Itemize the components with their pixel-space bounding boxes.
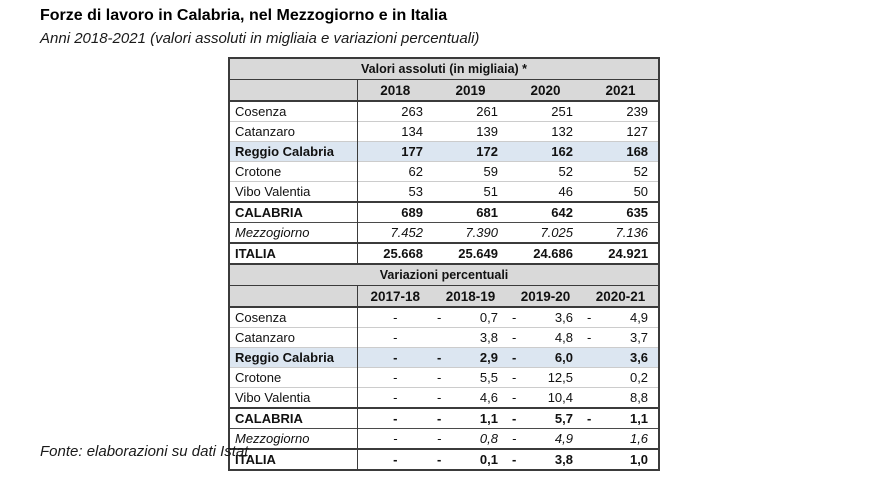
year-header-row [229, 80, 659, 102]
table-row [229, 142, 659, 162]
pct-value-cell [583, 449, 659, 470]
section-title: Valori assoluti (in migliaia) * [229, 58, 659, 80]
year-column-header: 2020 [508, 80, 583, 102]
value-cell: 139 [433, 122, 508, 142]
source-note: Fonte: elaborazioni su dati Istat [40, 443, 249, 460]
value-cell: 251 [508, 101, 583, 122]
minus-sign: - [512, 370, 517, 385]
value-cell: 51 [433, 182, 508, 203]
page-title: Forze di lavoro in Calabria, nel Mezzogiorno e in Italia [40, 7, 448, 24]
pct-value-cell [508, 368, 583, 388]
pct-cell-content [583, 350, 658, 365]
pct-value: 4,9 [629, 310, 649, 325]
pct-cell-content [508, 431, 583, 446]
table-row [229, 328, 659, 348]
pct-value-cell [508, 408, 583, 429]
period-column-header: 2018-19 [433, 286, 508, 308]
pct-value: 0,8 [479, 431, 498, 446]
pct-value: 5,5 [479, 370, 498, 385]
pct-cell-content [508, 330, 583, 345]
value-cell: 25.649 [433, 243, 508, 264]
row-label: Mezzogiorno [229, 429, 357, 450]
pct-cell-content [508, 370, 583, 385]
absolute-values-body [229, 101, 659, 264]
pct-value-cell [433, 388, 508, 409]
pct-value: 4,9 [554, 431, 573, 446]
pct-value: 0,1 [479, 452, 498, 467]
pct-value-cell [433, 368, 508, 388]
value-cell: 261 [433, 101, 508, 122]
pct-value: 4,8 [554, 330, 573, 345]
pct-value: 4,6 [479, 390, 498, 405]
row-label: Vibo Valentia [229, 388, 357, 409]
pct-cell-content [583, 370, 658, 385]
pct-value: 3,8 [554, 452, 573, 467]
row-label: Cosenza [229, 307, 357, 328]
table-row [229, 243, 659, 264]
pct-cell-content [508, 390, 583, 405]
value-cell: 681 [433, 202, 508, 223]
table-row [229, 368, 659, 388]
row-label: Catanzaro [229, 122, 357, 142]
minus-sign: - [437, 350, 442, 365]
pct-value: 3,6 [629, 350, 649, 365]
pct-value: 0,2 [629, 370, 649, 385]
pct-cell-content [583, 411, 658, 426]
table-row [229, 182, 659, 203]
pct-value-cell [508, 429, 583, 450]
pct-value-cell [583, 348, 659, 368]
pct-value: 3,6 [554, 310, 573, 325]
row-label: ITALIA [229, 449, 357, 470]
value-cell: 62 [357, 162, 433, 182]
pct-cell-content [583, 390, 658, 405]
page-subtitle: Anni 2018-2021 (valori assoluti in migliaia e variazioni percentuali) [40, 30, 480, 47]
period-column-header: 2019-20 [508, 286, 583, 308]
value-cell: 24.921 [583, 243, 659, 264]
value-cell: 172 [433, 142, 508, 162]
value-cell: 50 [583, 182, 659, 203]
pct-cell-content [433, 452, 508, 467]
pct-value: 6,0 [554, 350, 573, 365]
table-row [229, 202, 659, 223]
pct-cell-content [508, 452, 583, 467]
minus-sign: - [587, 411, 592, 426]
year-column-header: 2021 [583, 80, 659, 102]
value-cell: 52 [583, 162, 659, 182]
value-cell: 24.686 [508, 243, 583, 264]
table-row [229, 408, 659, 429]
no-data-cell: - [357, 348, 433, 368]
year-column-header: 2018 [357, 80, 433, 102]
period-header-row [229, 286, 659, 308]
pct-cell-content [583, 310, 658, 325]
pct-value-cell [583, 328, 659, 348]
minus-sign: - [437, 390, 442, 405]
table-row [229, 429, 659, 450]
table-row [229, 307, 659, 328]
minus-sign: - [512, 390, 517, 405]
pct-cell-content [583, 330, 658, 345]
minus-sign: - [587, 310, 592, 325]
no-data-cell: - [357, 449, 433, 470]
empty-corner-cell [229, 80, 357, 102]
pct-cell-content [508, 411, 583, 426]
pct-value-cell [508, 328, 583, 348]
pct-value-cell [583, 429, 659, 450]
pct-value: 0,7 [479, 310, 498, 325]
table-row [229, 223, 659, 244]
pct-cell-content [583, 431, 658, 446]
pct-value: 2,9 [479, 350, 498, 365]
value-cell: 162 [508, 142, 583, 162]
pct-cell-content [433, 330, 508, 345]
pct-value-cell [433, 348, 508, 368]
value-cell: 263 [357, 101, 433, 122]
value-cell: 7.025 [508, 223, 583, 244]
no-data-cell: - [357, 328, 433, 348]
row-label: Crotone [229, 162, 357, 182]
pct-value: 1,1 [629, 411, 649, 426]
pct-value-cell [433, 449, 508, 470]
section-header-percent-variations [229, 264, 659, 286]
value-cell: 25.668 [357, 243, 433, 264]
table-row [229, 162, 659, 182]
pct-value-cell [583, 388, 659, 409]
value-cell: 134 [357, 122, 433, 142]
pct-cell-content [433, 390, 508, 405]
value-cell: 168 [583, 142, 659, 162]
period-column-header: 2017-18 [357, 286, 433, 308]
period-column-header: 2020-21 [583, 286, 659, 308]
pct-value-cell [508, 348, 583, 368]
pct-value: 10,4 [547, 390, 573, 405]
pct-value-cell [433, 307, 508, 328]
value-cell: 689 [357, 202, 433, 223]
row-label: CALABRIA [229, 202, 357, 223]
pct-cell-content [508, 310, 583, 325]
minus-sign: - [512, 431, 517, 446]
percent-variations-body [229, 307, 659, 470]
table-row [229, 101, 659, 122]
value-cell: 59 [433, 162, 508, 182]
value-cell: 642 [508, 202, 583, 223]
section-header-absolute-values [229, 58, 659, 80]
data-table [228, 57, 660, 471]
pct-cell-content [433, 370, 508, 385]
value-cell: 7.136 [583, 223, 659, 244]
no-data-cell: - [357, 307, 433, 328]
table-row [229, 449, 659, 470]
row-label: Catanzaro [229, 328, 357, 348]
row-label: ITALIA [229, 243, 357, 264]
row-label: Mezzogiorno [229, 223, 357, 244]
value-cell: 46 [508, 182, 583, 203]
value-cell: 177 [357, 142, 433, 162]
value-cell: 53 [357, 182, 433, 203]
pct-value: 1,6 [629, 431, 649, 446]
pct-value: 1,1 [479, 411, 498, 426]
value-cell: 239 [583, 101, 659, 122]
section-title: Variazioni percentuali [229, 264, 659, 286]
value-cell: 7.452 [357, 223, 433, 244]
table-row [229, 348, 659, 368]
minus-sign: - [512, 411, 517, 426]
minus-sign: - [512, 452, 517, 467]
minus-sign: - [437, 452, 442, 467]
pct-value-cell [433, 408, 508, 429]
no-data-cell: - [357, 388, 433, 409]
minus-sign: - [512, 350, 517, 365]
year-column-header: 2019 [433, 80, 508, 102]
pct-value-cell [508, 388, 583, 409]
pct-value-cell [508, 307, 583, 328]
pct-value: 3,7 [629, 330, 649, 345]
row-label: Crotone [229, 368, 357, 388]
pct-value: 5,7 [554, 411, 573, 426]
no-data-cell: - [357, 368, 433, 388]
minus-sign: - [437, 431, 442, 446]
pct-value: 1,0 [629, 452, 649, 467]
pct-value-cell [583, 408, 659, 429]
pct-value-cell [433, 328, 508, 348]
no-data-cell: - [357, 429, 433, 450]
row-label: Vibo Valentia [229, 182, 357, 203]
pct-cell-content [508, 350, 583, 365]
row-label: Reggio Calabria [229, 348, 357, 368]
value-cell: 127 [583, 122, 659, 142]
pct-value: 8,8 [629, 390, 649, 405]
value-cell: 132 [508, 122, 583, 142]
value-cell: 635 [583, 202, 659, 223]
pct-value-cell [583, 368, 659, 388]
pct-value: 12,5 [547, 370, 573, 385]
no-data-cell: - [357, 408, 433, 429]
minus-sign: - [437, 370, 442, 385]
minus-sign: - [512, 330, 517, 345]
value-cell: 7.390 [433, 223, 508, 244]
row-label: Reggio Calabria [229, 142, 357, 162]
minus-sign: - [587, 330, 592, 345]
minus-sign: - [437, 310, 442, 325]
table-row [229, 122, 659, 142]
labor-force-table [228, 57, 660, 471]
pct-cell-content [433, 431, 508, 446]
table-row [229, 388, 659, 409]
minus-sign: - [437, 411, 442, 426]
value-cell: 52 [508, 162, 583, 182]
row-label: Cosenza [229, 101, 357, 122]
minus-sign: - [512, 310, 517, 325]
pct-value-cell [433, 429, 508, 450]
empty-corner-cell [229, 286, 357, 308]
pct-value-cell [583, 307, 659, 328]
pct-value-cell [508, 449, 583, 470]
pct-cell-content [583, 452, 658, 467]
pct-cell-content [433, 350, 508, 365]
pct-cell-content [433, 411, 508, 426]
pct-value: 3,8 [479, 330, 498, 345]
row-label: CALABRIA [229, 408, 357, 429]
pct-cell-content [433, 310, 508, 325]
